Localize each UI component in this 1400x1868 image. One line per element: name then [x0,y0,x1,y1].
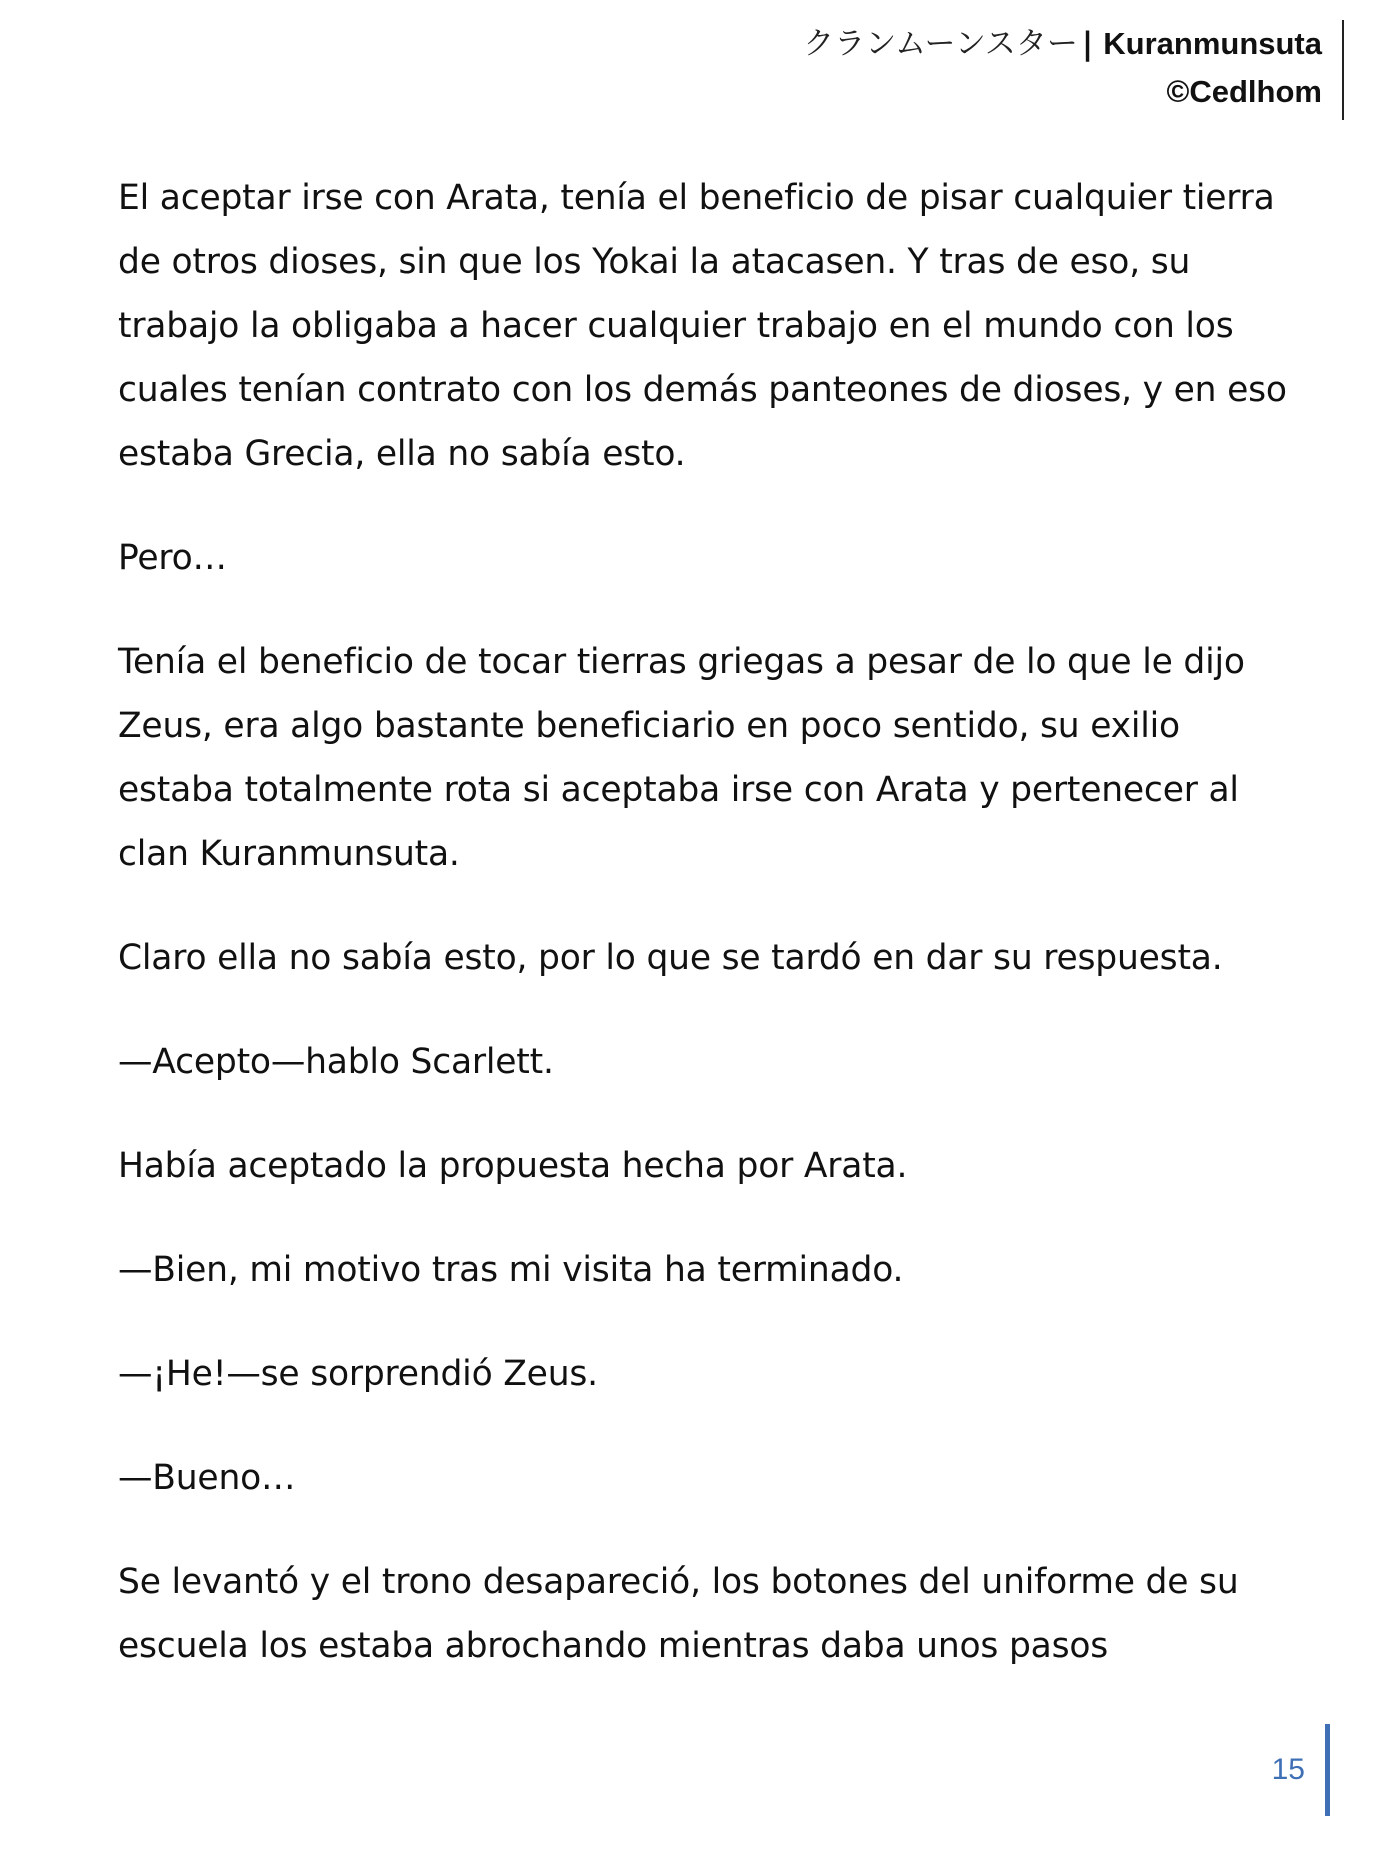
paragraph: Se levantó y el trono desapareció, los botones del uniforme de su escuela los estaba abrochando mientras daba unos pasos [118,1562,1239,1666]
header-title-line [803,20,1322,68]
paragraph: Había aceptado la propuesta hecha por Arata. [118,1146,908,1186]
paragraph: Pero… [118,538,227,578]
paragraph: —Bien, mi motivo tras mi visita ha terminado. [118,1250,904,1290]
header-separator: | [1081,26,1094,62]
header-title: Kuranmunsuta [1103,26,1322,61]
header-japanese-title: クランムーンスター [803,26,1078,62]
paragraph: —¡He!—se sorprendió Zeus. [118,1354,598,1394]
page-number: 15 [1271,1753,1305,1786]
paragraph: —Acepto—hablo Scarlett. [118,1042,554,1082]
paragraph: Claro ella no sabía esto, por lo que se tardó en dar su respuesta. [118,938,1223,978]
paragraph: —Bueno… [118,1458,296,1498]
paragraph: Tenía el beneficio de tocar tierras griegas a pesar de lo que le dijo Zeus, era algo bastante beneficiario en poco sentido, su exilio estaba totalmente rota si aceptaba irse con Arata y pertenecer al clan Kuranmunsuta. [118,642,1245,874]
page-number-block [1272,1724,1330,1816]
page-header [803,20,1344,120]
paragraph: El aceptar irse con Arata, tenía el beneficio de pisar cualquier tierra de otros dioses, sin que los Yokai la atacasen. Y tras de eso, su trabajo la obligaba a hacer cualquier trabajo en el mundo con los cuales tenían contrato con los demás panteones de dioses, y en eso estaba Grecia, ella no sabía esto. [118,178,1287,474]
header-copyright: ©Cedlhom [1166,74,1322,109]
page-number-bar [1325,1724,1330,1816]
body-text [118,166,1298,1718]
